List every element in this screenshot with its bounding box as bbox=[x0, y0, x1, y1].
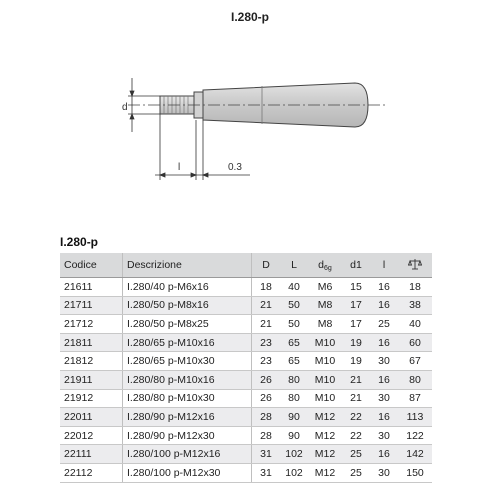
cell-D: 26 bbox=[252, 389, 281, 408]
cell-L: 102 bbox=[280, 445, 308, 464]
cell-d: M10 bbox=[308, 370, 342, 389]
col-d1: d1 bbox=[342, 253, 370, 278]
cell-D: 18 bbox=[252, 278, 281, 297]
cell-codice: 21812 bbox=[60, 352, 123, 371]
table-row bbox=[60, 278, 432, 297]
cell-d1: 17 bbox=[342, 296, 370, 315]
cell-codice: 22012 bbox=[60, 426, 123, 445]
cell-D: 28 bbox=[252, 408, 281, 427]
table-row bbox=[60, 426, 432, 445]
cell-D: 23 bbox=[252, 333, 281, 352]
cell-D: 23 bbox=[252, 352, 281, 371]
cell-L: 50 bbox=[280, 315, 308, 334]
cell-d1: 21 bbox=[342, 389, 370, 408]
cell-codice: 21712 bbox=[60, 315, 123, 334]
cell-d: M8 bbox=[308, 296, 342, 315]
cell-d: M12 bbox=[308, 408, 342, 427]
cell-w: 67 bbox=[398, 352, 432, 371]
cell-l: 30 bbox=[370, 426, 398, 445]
cell-D: 26 bbox=[252, 370, 281, 389]
cell-descrizione: I.280/65 p-M10x30 bbox=[123, 352, 252, 371]
cell-d: M12 bbox=[308, 463, 342, 482]
dimension-d-label: d bbox=[122, 102, 128, 113]
cell-d: M10 bbox=[308, 389, 342, 408]
cell-l: 16 bbox=[370, 445, 398, 464]
cell-L: 90 bbox=[280, 426, 308, 445]
cell-d1: 22 bbox=[342, 426, 370, 445]
table-body bbox=[60, 278, 432, 483]
cell-l: 16 bbox=[370, 278, 398, 297]
table-row bbox=[60, 370, 432, 389]
cell-d1: 21 bbox=[342, 370, 370, 389]
table-row bbox=[60, 445, 432, 464]
cell-l: 30 bbox=[370, 389, 398, 408]
cell-w: 142 bbox=[398, 445, 432, 464]
cell-codice: 21811 bbox=[60, 333, 123, 352]
cell-d1: 25 bbox=[342, 445, 370, 464]
cell-codice: 22111 bbox=[60, 445, 123, 464]
cell-codice: 22112 bbox=[60, 463, 123, 482]
cell-D: 31 bbox=[252, 445, 281, 464]
cell-w: 113 bbox=[398, 408, 432, 427]
cell-L: 102 bbox=[280, 463, 308, 482]
cell-l: 25 bbox=[370, 315, 398, 334]
cell-D: 21 bbox=[252, 315, 281, 334]
cell-descrizione: I.280/40 p-M6x16 bbox=[123, 278, 252, 297]
col-D: D bbox=[252, 253, 281, 278]
cell-codice: 22011 bbox=[60, 408, 123, 427]
table-title: I.280-p bbox=[60, 235, 99, 249]
spec-table bbox=[60, 253, 432, 483]
col-codice: Codice bbox=[60, 253, 123, 278]
cell-codice: 21711 bbox=[60, 296, 123, 315]
col-d bbox=[308, 253, 342, 278]
cell-descrizione: I.280/50 p-M8x25 bbox=[123, 315, 252, 334]
cell-D: 31 bbox=[252, 463, 281, 482]
dimension-gap-label: 0.3 bbox=[228, 162, 242, 173]
table-header-row bbox=[60, 253, 432, 278]
cell-descrizione: I.280/80 p-M10x16 bbox=[123, 370, 252, 389]
cell-descrizione: I.280/90 p-M12x30 bbox=[123, 426, 252, 445]
cell-d1: 17 bbox=[342, 315, 370, 334]
cell-w: 38 bbox=[398, 296, 432, 315]
cell-descrizione: I.280/100 p-M12x30 bbox=[123, 463, 252, 482]
table-row bbox=[60, 463, 432, 482]
cell-d1: 22 bbox=[342, 408, 370, 427]
cell-descrizione: I.280/65 p-M10x16 bbox=[123, 333, 252, 352]
cell-codice: 21611 bbox=[60, 278, 123, 297]
col-L: L bbox=[280, 253, 308, 278]
table-row bbox=[60, 389, 432, 408]
cell-d: M6 bbox=[308, 278, 342, 297]
table-row bbox=[60, 315, 432, 334]
cell-d: M8 bbox=[308, 315, 342, 334]
cell-L: 65 bbox=[280, 352, 308, 371]
cell-codice: 21911 bbox=[60, 370, 123, 389]
col-weight bbox=[398, 253, 432, 278]
col-descrizione: Descrizione bbox=[123, 253, 252, 278]
cell-w: 87 bbox=[398, 389, 432, 408]
col-d-label: d bbox=[318, 258, 325, 271]
cell-L: 80 bbox=[280, 370, 308, 389]
cell-descrizione: I.280/80 p-M10x30 bbox=[123, 389, 252, 408]
cell-descrizione: I.280/50 p-M8x16 bbox=[123, 296, 252, 315]
cell-w: 150 bbox=[398, 463, 432, 482]
cell-descrizione: I.280/100 p-M12x16 bbox=[123, 445, 252, 464]
cell-d: M12 bbox=[308, 426, 342, 445]
cell-w: 122 bbox=[398, 426, 432, 445]
cell-l: 16 bbox=[370, 296, 398, 315]
cell-l: 30 bbox=[370, 352, 398, 371]
cell-d1: 15 bbox=[342, 278, 370, 297]
page-title: I.280-p bbox=[230, 10, 269, 24]
cell-d: M10 bbox=[308, 333, 342, 352]
cell-d1: 19 bbox=[342, 352, 370, 371]
cell-d1: 25 bbox=[342, 463, 370, 482]
cell-D: 28 bbox=[252, 426, 281, 445]
cell-D: 21 bbox=[252, 296, 281, 315]
table-row bbox=[60, 352, 432, 371]
cell-L: 40 bbox=[280, 278, 308, 297]
cell-L: 90 bbox=[280, 408, 308, 427]
cell-w: 80 bbox=[398, 370, 432, 389]
cell-w: 40 bbox=[398, 315, 432, 334]
table-row bbox=[60, 408, 432, 427]
col-d-sub: 6g bbox=[324, 264, 332, 272]
cell-l: 30 bbox=[370, 463, 398, 482]
cell-L: 65 bbox=[280, 333, 308, 352]
dimension-l-label: l bbox=[178, 162, 181, 173]
cell-codice: 21912 bbox=[60, 389, 123, 408]
cell-d1: 19 bbox=[342, 333, 370, 352]
cell-w: 18 bbox=[398, 278, 432, 297]
cell-l: 16 bbox=[370, 370, 398, 389]
technical-drawing bbox=[0, 0, 500, 230]
cell-L: 50 bbox=[280, 296, 308, 315]
table-row bbox=[60, 333, 432, 352]
cell-l: 16 bbox=[370, 333, 398, 352]
cell-l: 16 bbox=[370, 408, 398, 427]
cell-L: 80 bbox=[280, 389, 308, 408]
cell-d: M10 bbox=[308, 352, 342, 371]
col-l: l bbox=[370, 253, 398, 278]
cell-w: 60 bbox=[398, 333, 432, 352]
cell-descrizione: I.280/90 p-M12x16 bbox=[123, 408, 252, 427]
table-row bbox=[60, 296, 432, 315]
balance-scale-icon bbox=[408, 258, 422, 270]
cell-d: M12 bbox=[308, 445, 342, 464]
